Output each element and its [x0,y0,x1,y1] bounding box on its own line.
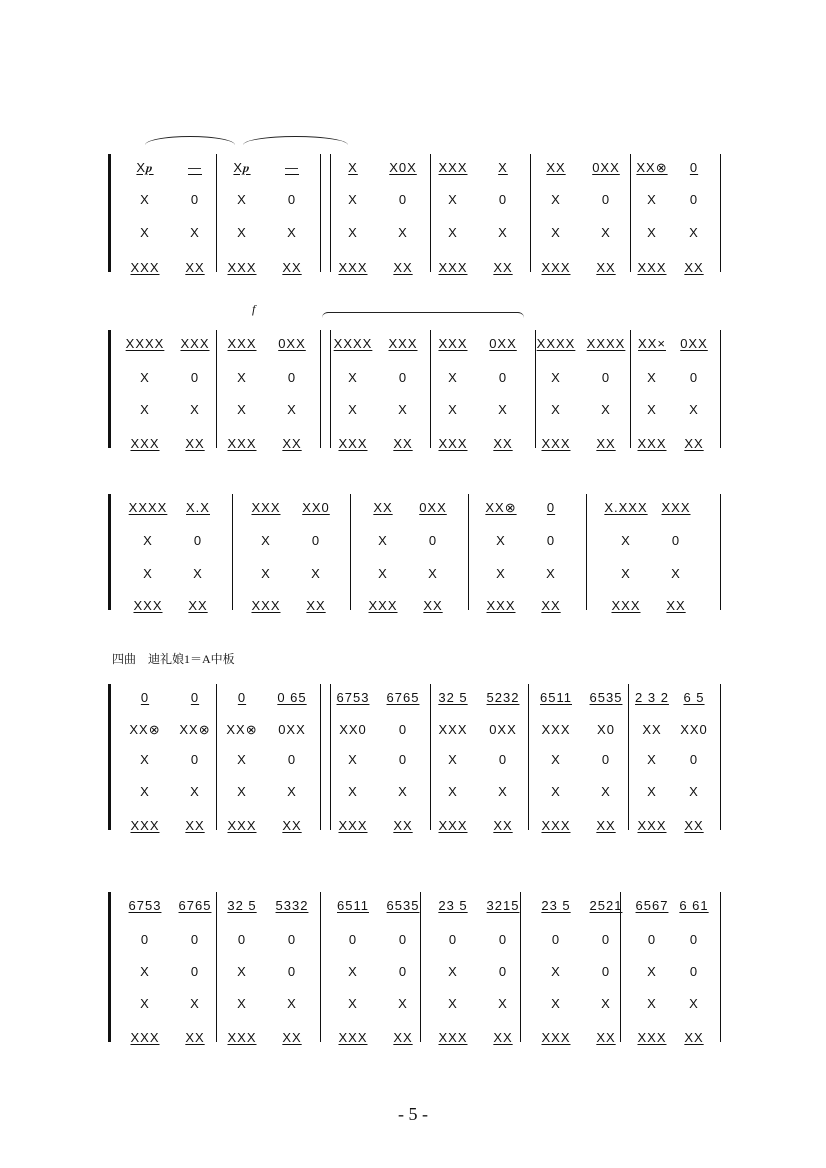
score-cell: X [601,996,611,1011]
score-cell: X [190,402,200,417]
score-cell: 0 [398,722,408,737]
score-cell: X [193,566,203,581]
score-cell: XX [596,818,616,833]
score-cell: X [647,402,657,417]
score-cell: XXX [227,1030,257,1045]
score-cell: XX [493,1030,513,1045]
score-cell: X [689,402,699,417]
score-cell: — [188,160,202,175]
score-cell: X [551,192,561,207]
score-cell: XXX [130,818,160,833]
score-cell: X [398,402,408,417]
score-cell: X [190,996,200,1011]
score-cell: XXX [541,818,571,833]
score-cell: XX [642,722,662,737]
score-cell: X [348,225,358,240]
score-cell: XX [185,1030,205,1045]
score-cell: XX [596,436,616,451]
score-cell: 0 [601,192,611,207]
score-cell: X [647,996,657,1011]
score-cell: 0XX [489,722,517,737]
score-cell: XX [185,436,205,451]
score-cell: 0 [190,932,200,947]
score-cell: X [378,566,388,581]
score-cell: XX [684,436,704,451]
score-cell: XX⊗ [226,722,258,737]
score-cell: XXXX [333,336,373,351]
score-cell: 6765 [386,690,420,705]
score-cell: 0 [311,533,321,548]
score-cell: 0 [237,690,247,705]
score-cell: 0 [647,932,657,947]
score-cell: X [448,225,458,240]
score-cell: X [143,533,153,548]
score-cell: X [348,964,358,979]
score-cell: XX [493,260,513,275]
score-cell: X [348,192,358,207]
score-cell: X [689,996,699,1011]
score-cell: 0 [601,752,611,767]
score-cell: X [140,370,150,385]
score-cell: X [448,370,458,385]
barline [110,684,111,830]
score-cell: X [498,225,508,240]
score-cell: X [140,964,150,979]
score-cell: 0 [140,690,150,705]
score-cell: XXX [541,260,571,275]
score-cell: XX [493,436,513,451]
score-cell: XX [393,260,413,275]
score-cell: X [496,533,506,548]
score-cell: 32 5 [227,898,257,913]
score-cell: X [287,225,297,240]
barline [110,892,111,1042]
score-cell: XX [684,260,704,275]
score-cell: 23 5 [541,898,571,913]
score-cell: X0 [597,722,615,737]
score-cell: XX [393,436,413,451]
barline [110,494,111,610]
score-cell: X [448,402,458,417]
score-cell: X [551,225,561,240]
score-cell: XX [393,1030,413,1045]
section-header: 四曲 迪礼娘1＝A中板 [112,652,235,666]
score-cell: 0 [498,964,508,979]
score-cell: X [546,566,556,581]
score-cell: X𝆏 [233,160,251,175]
score-cell: X [140,225,150,240]
score-cell: XX [596,260,616,275]
score-cell: XXXX [125,336,165,351]
score-cell: XX0 [302,500,330,515]
score-cell: X [287,784,297,799]
score-cell: 6511 [540,690,572,705]
score-cell: 0 [428,533,438,548]
dynamic-mark: f [252,302,256,316]
score-cell: X [647,225,657,240]
score-cell: 0 [671,533,681,548]
score-cell: XXX [486,598,516,613]
score-cell: X [551,784,561,799]
score-cell: X [498,402,508,417]
score-cell: X [448,752,458,767]
score-cell: XX [541,598,561,613]
score-cell: 0 [287,932,297,947]
score-cell: X.X [186,500,210,515]
barline [232,494,233,610]
score-cell: 6511 [337,898,369,913]
score-cell: XXX [637,436,667,451]
score-cell: X [287,402,297,417]
score-cell: XXX [438,260,468,275]
score-cell: X [348,784,358,799]
score-cell: — [285,160,299,175]
score-cell: XXX [338,436,368,451]
score-cell: XXX [541,1030,571,1045]
score-cell: XX [282,260,302,275]
score-cell: XX0 [339,722,367,737]
score-cell: 0 [498,370,508,385]
score-cell: XX [185,260,205,275]
score-cell: X [237,402,247,417]
score-cell: X [237,752,247,767]
score-cell: XX [684,818,704,833]
barline [110,330,111,448]
score-cell: X [237,964,247,979]
score-cell: XX [185,818,205,833]
score-cell: 0 [190,752,200,767]
score-cell: 0 [190,192,200,207]
score-cell: X [398,225,408,240]
score-cell: XXX [227,436,257,451]
score-cell: 3215 [486,898,520,913]
score-cell: 6535 [589,690,623,705]
score-cell: 6753 [128,898,162,913]
score-cell: 6535 [386,898,420,913]
score-cell: X [140,784,150,799]
score-cell: XXX [661,500,691,515]
score-cell: XXX [338,818,368,833]
score-cell: X.XXX [604,500,648,515]
score-cell: 0 [398,932,408,947]
score-cell: X [621,566,631,581]
score-cell: 0 [498,932,508,947]
score-cell: XXX [438,160,468,175]
score-cell: X [428,566,438,581]
score-cell: X [140,402,150,417]
score-cell: 0 [287,964,297,979]
score-cell: XXXX [128,500,168,515]
score-cell: XXX [541,436,571,451]
score-cell: XXX [251,598,281,613]
score-cell: XX [373,500,393,515]
score-cell: XX0 [680,722,708,737]
score-cell: X [140,752,150,767]
barline [586,494,587,610]
volta-bracket [322,312,524,319]
score-cell: 0 [689,932,699,947]
score-cell: X [601,784,611,799]
score-cell: 23 5 [438,898,468,913]
score-cell: 0XX [278,336,306,351]
score-cell: X [190,784,200,799]
score-cell: XXX [637,1030,667,1045]
score-cell: XXX [227,260,257,275]
score-cell: X [601,225,611,240]
score-cell: XXX [541,722,571,737]
score-cell: XX× [638,336,666,351]
score-cell: 0 [689,964,699,979]
score-cell: X [348,370,358,385]
score-cell: X [140,996,150,1011]
score-cell: 0 [193,533,203,548]
score-cell: XXX [637,260,667,275]
score-cell: X [237,225,247,240]
score-cell: X [551,996,561,1011]
score-cell: 0 [689,370,699,385]
slur-mark [243,136,348,145]
score-cell: X [601,402,611,417]
score-cell: 0XX [419,500,447,515]
score-cell: XXX [438,818,468,833]
score-cell: XXX [438,336,468,351]
score-cell: XXX [133,598,163,613]
score-cell: XX [493,818,513,833]
score-cell: XXX [438,722,468,737]
score-cell: XXX [438,436,468,451]
score-cell: 0 [689,160,699,175]
score-cell: 0 [601,932,611,947]
score-cell: XXX [438,1030,468,1045]
barline [720,494,721,610]
score-cell: 5332 [275,898,309,913]
score-cell: 0 [190,690,200,705]
score-cell: X0X [389,160,417,175]
score-cell: XX [666,598,686,613]
score-cell: 0 65 [277,690,307,705]
barline [350,494,351,610]
score-cell: X [689,225,699,240]
score-cell: X [143,566,153,581]
score-cell: X [190,225,200,240]
score-cell: X [237,192,247,207]
score-cell: X [551,964,561,979]
score-cell: X [261,533,271,548]
score-cell: X [378,533,388,548]
score-cell: XX [546,160,566,175]
score-cell: X [551,402,561,417]
score-cell: 0 [287,370,297,385]
score-cell: 6753 [336,690,370,705]
score-cell: 2 3 2 [635,690,669,705]
score-cell: 0 [398,192,408,207]
score-cell: X [348,996,358,1011]
score-cell: 0 [190,964,200,979]
slur-mark [145,136,235,145]
score-cell: XXX [611,598,641,613]
score-cell: X [647,784,657,799]
score-cell: 0 [398,370,408,385]
score-cell: XX [282,1030,302,1045]
score-cell: X [348,402,358,417]
score-cell: X [647,964,657,979]
score-cell: 0 [398,752,408,767]
score-cell: X [647,370,657,385]
score-cell: XXX [338,1030,368,1045]
score-cell: XX [306,598,326,613]
score-cell: 0 [601,370,611,385]
score-cell: 0 [237,932,247,947]
score-cell: X [621,533,631,548]
score-cell: X [647,192,657,207]
score-cell: X [348,160,358,175]
score-cell: X [551,752,561,767]
score-cell: 6 5 [683,690,705,705]
score-cell: XX [282,436,302,451]
score-cell: 0 [546,500,556,515]
score-cell: X [237,784,247,799]
score-cell: 0XX [592,160,620,175]
score-cell: 2521 [589,898,623,913]
score-cell: X [311,566,321,581]
score-cell: X [448,192,458,207]
score-cell: XXXX [586,336,626,351]
barline [110,154,111,272]
score-cell: 0XX [680,336,708,351]
score-cell: 0 [448,932,458,947]
score-cell: XXX [227,336,257,351]
score-cell: 6567 [635,898,669,913]
score-cell: X [498,160,508,175]
score-cell: XX⊗ [179,722,211,737]
score-cell: X [498,996,508,1011]
score-cell: XX [393,818,413,833]
score-cell: X [348,752,358,767]
page-number: - 5 - [398,1104,428,1124]
score-cell: X [647,752,657,767]
score-cell: X [398,784,408,799]
score-cell: XXX [227,818,257,833]
score-cell: XXX [130,1030,160,1045]
score-cell: 0 [551,932,561,947]
score-cell: X [689,784,699,799]
score-cell: X [261,566,271,581]
score-cell: X [140,192,150,207]
score-cell: 6765 [178,898,212,913]
score-cell: X [287,996,297,1011]
score-cell: X [237,370,247,385]
score-cell: 0XX [278,722,306,737]
score-cell: 6 61 [679,898,709,913]
score-cell: X𝆏 [136,160,154,175]
score-cell: X [496,566,506,581]
score-cell: 5232 [486,690,520,705]
score-cell: X [448,996,458,1011]
score-cell: XXX [251,500,281,515]
score-cell: XX [684,1030,704,1045]
score-cell: X [551,370,561,385]
score-cell: XX [188,598,208,613]
score-cell: XX [282,818,302,833]
score-cell: 0 [689,192,699,207]
score-cell: XXX [388,336,418,351]
score-cell: X [398,996,408,1011]
score-cell: XXXX [536,336,576,351]
score-cell: X [448,964,458,979]
score-cell: XXX [368,598,398,613]
score-cell: XXX [130,436,160,451]
score-cell: XXX [180,336,210,351]
score-cell: XX [423,598,443,613]
score-cell: XXX [637,818,667,833]
score-cell: XX⊗ [636,160,668,175]
score-cell: XXX [338,260,368,275]
score-cell: 32 5 [438,690,468,705]
score-cell: 0 [287,752,297,767]
score-cell: X [671,566,681,581]
score-cell: 0 [601,964,611,979]
score-cell: X [498,784,508,799]
score-cell: XX [596,1030,616,1045]
score-cell: XXX [130,260,160,275]
score-cell: 0 [498,752,508,767]
score-cell: 0 [498,192,508,207]
score-cell: 0 [546,533,556,548]
score-cell: 0 [689,752,699,767]
score-cell: X [448,784,458,799]
score-cell: 0 [140,932,150,947]
score-cell: XX⊗ [129,722,161,737]
score-cell: 0 [287,192,297,207]
score-cell: 0 [190,370,200,385]
barline [468,494,469,610]
score-cell: XX⊗ [485,500,517,515]
score-cell: 0 [348,932,358,947]
score-cell: 0XX [489,336,517,351]
score-cell: X [237,996,247,1011]
score-cell: 0 [398,964,408,979]
